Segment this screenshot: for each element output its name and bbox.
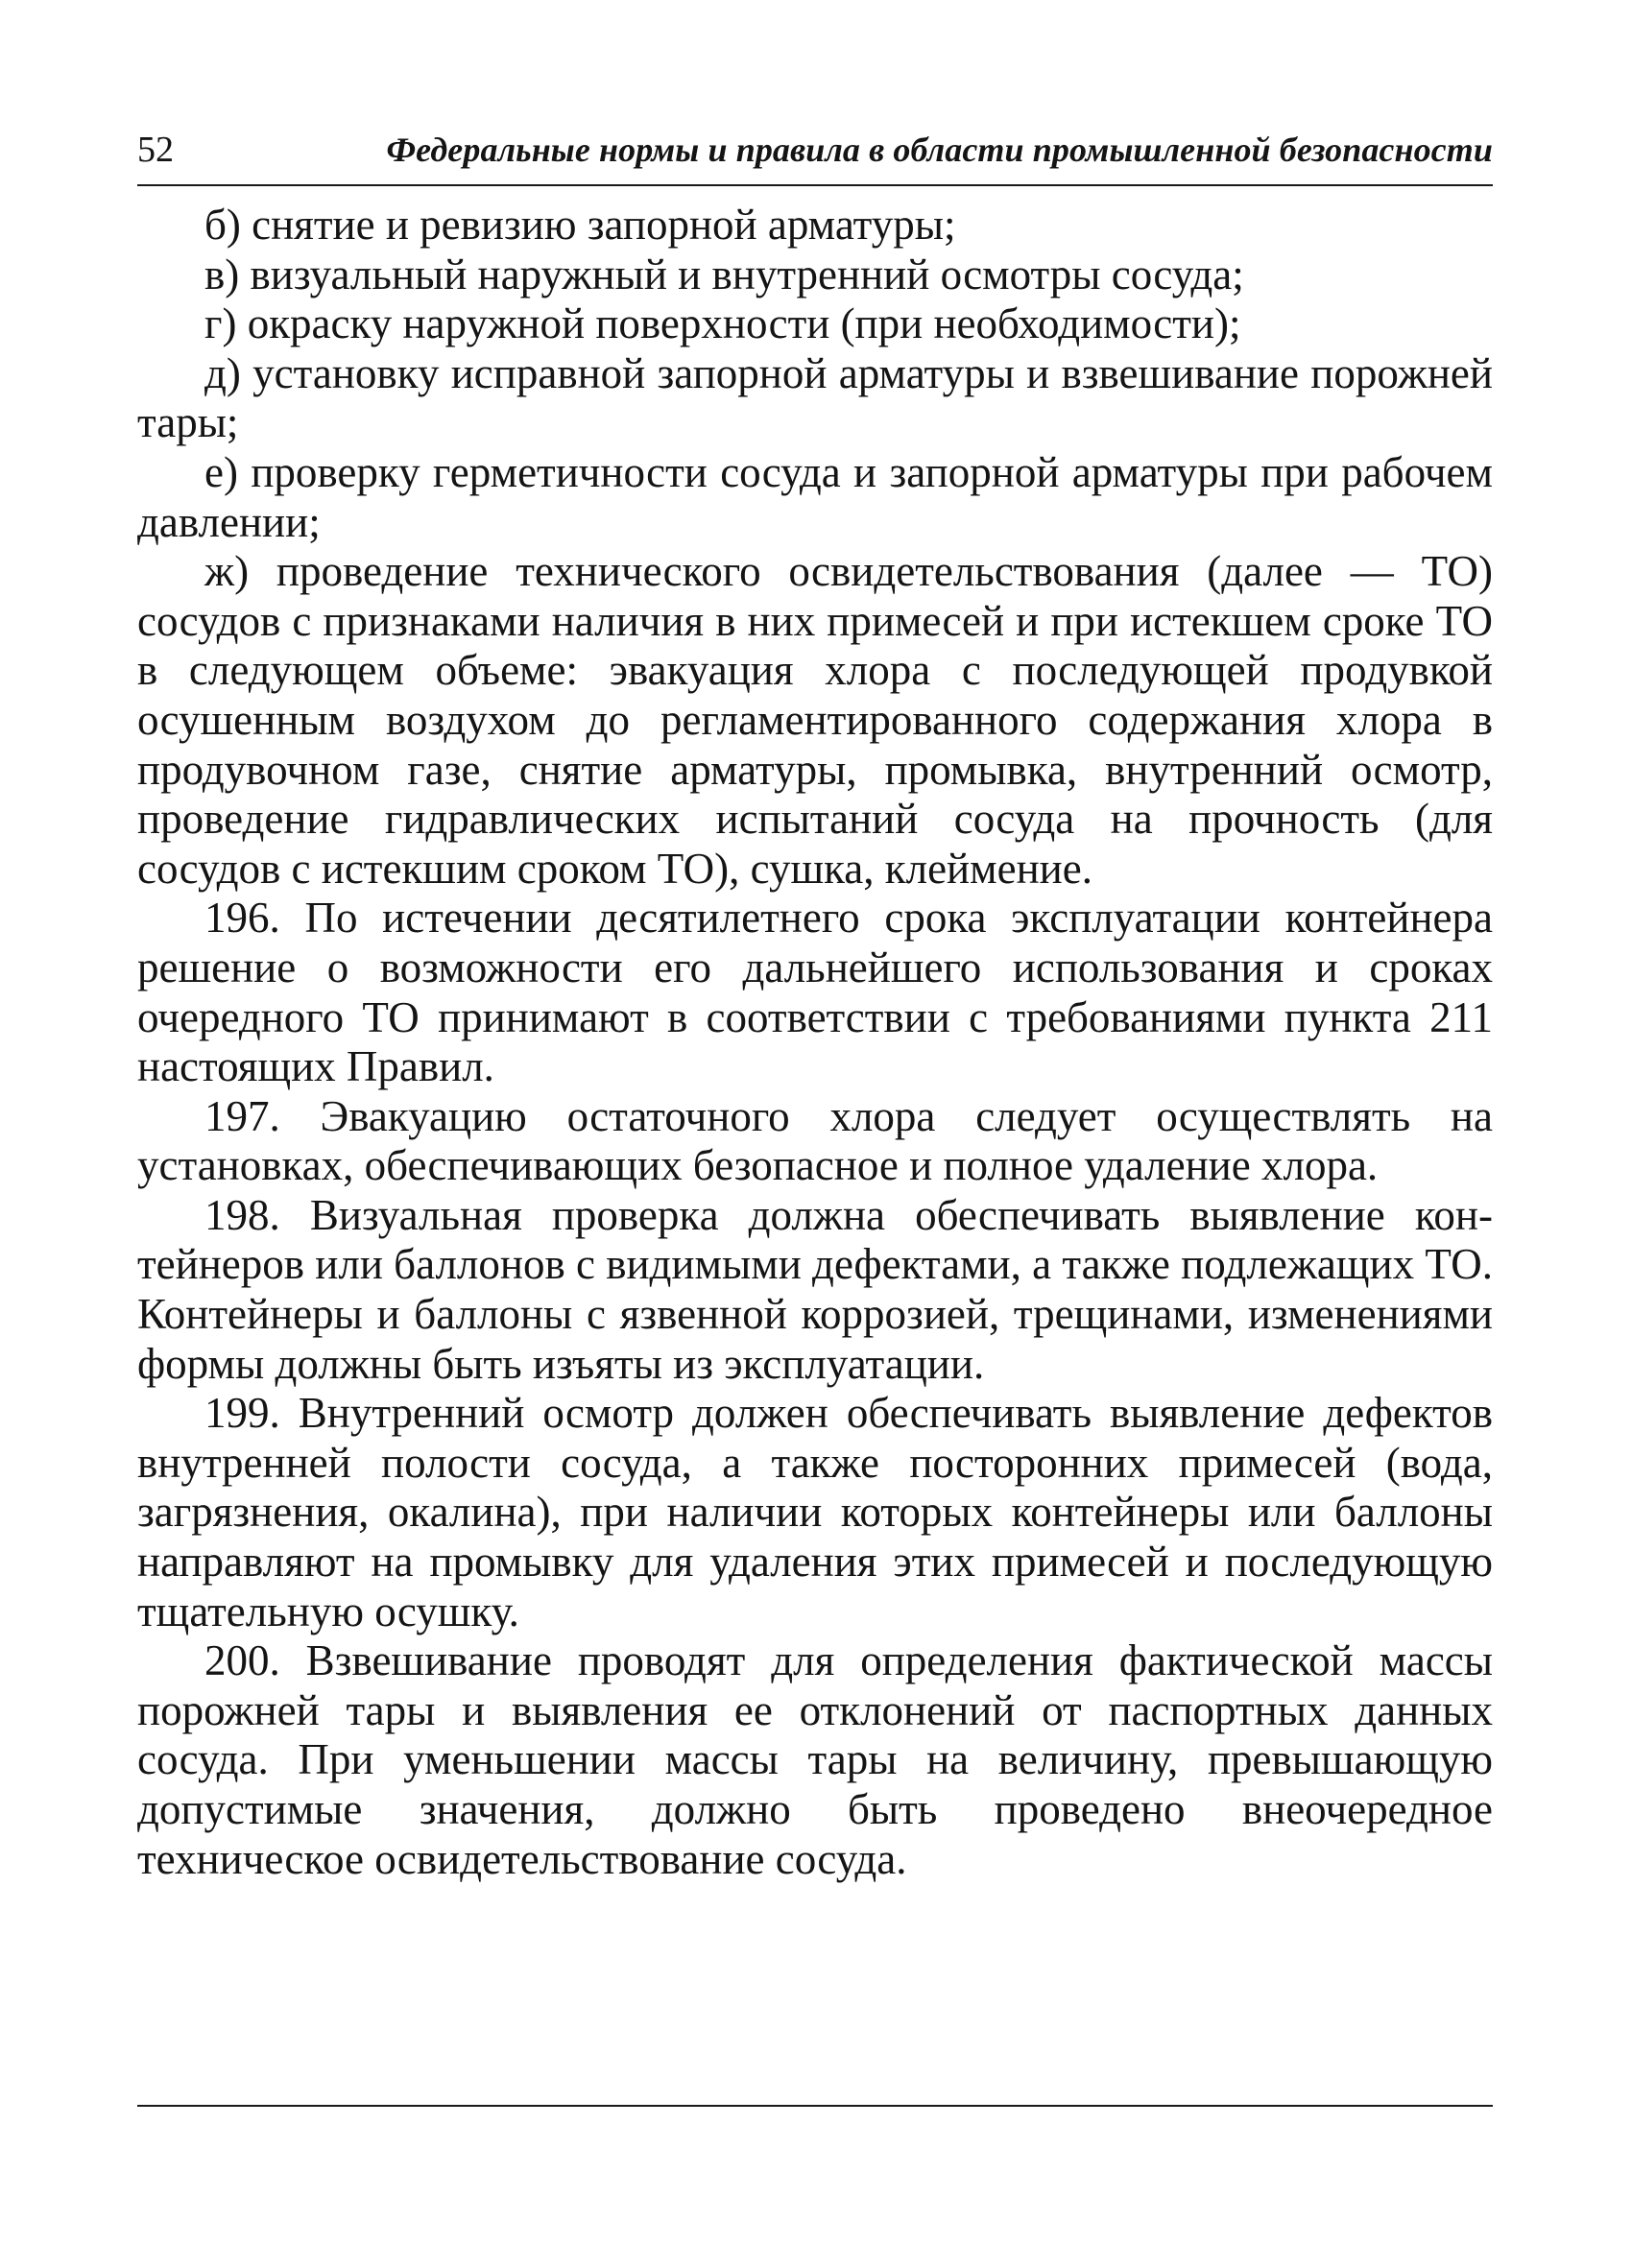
paragraph-item-g: г) окраску наружной поверхности (при необходимости); — [204, 299, 1241, 348]
paragraph-199: 199. Внутренний осмотр должен обеспечивать выявление дефектов внутренней полости сосуда, а также посторонних примесей (вода, загрязнения, окалина), при наличии которых контейнеры или баллоны направляют на промывку для удаления этих примесей и последующую тщательную осушку. — [137, 1389, 1493, 1635]
running-header — [137, 129, 1493, 179]
paragraph-item-zh: ж) проведение технического освидетельствования (далее — ТО) сосудов с признаками наличия в них примесей и при истекшем сроке ТО в следующем объеме: эвакуация хлора с последующей продувкой осушенным воздухом до регламентированного содержания хлора в продувочном газе, снятие арматуры, промывка, внутренний осмотр, проведение гидравлических испытаний сосуда на прочность (для сосудов с истекшим сроком ТО), сушка, клеймение. — [137, 547, 1493, 893]
paragraph-198: 198. Визуальная проверка должна обеспечивать выявление контейнеров или баллонов с видимыми дефектами, а также подлежащих ТО. Контейнеры и баллоны с язвенной коррозией, трещинами, изменениями формы должны быть изъяты из эксплуатации. — [137, 1190, 1493, 1388]
paragraph-item-d: д) установку исправной запорной арматуры и взвешивание порожней тары; — [137, 348, 1493, 447]
header-title: Федеральные нормы и правила в области промышленной безопасности — [386, 131, 1493, 169]
paragraph-item-b: б) снятие и ревизию запорной арматуры; — [204, 201, 956, 249]
paragraph-item-v: в) визуальный наружный и внутренний осмотры сосуда; — [204, 250, 1244, 298]
page-number: 52 — [137, 130, 174, 170]
paragraph-196: 196. По истечении десятилетнего срока эксплуатации контейнера решение о возможности его дальнейшего использования и сроках очередного ТО принимают в соответствии с требованиями пункта 211 настоящих Правил. — [137, 894, 1493, 1091]
body-text — [137, 201, 1493, 1884]
footer-divider — [137, 2105, 1493, 2107]
paragraph-200: 200. Взвешивание проводят для определения фактической массы порожней тары и выявления ее отклонений от паспортных данных сосуда. При уменьшении массы тары на величину, превышающую допустимые значения, должно быть проведено внеочередное техническое освидетельствование сосуда. — [137, 1636, 1493, 1883]
paragraph-197: 197. Эвакуацию остаточного хлора следует осуществлять на установках, обеспечивающих безопасное и полное удаление хлора. — [137, 1091, 1493, 1190]
header-divider — [137, 184, 1493, 186]
paragraph-item-e: е) проверку герметичности сосуда и запорной арматуры при рабочем давлении; — [137, 447, 1493, 546]
document-page — [137, 0, 1493, 2268]
